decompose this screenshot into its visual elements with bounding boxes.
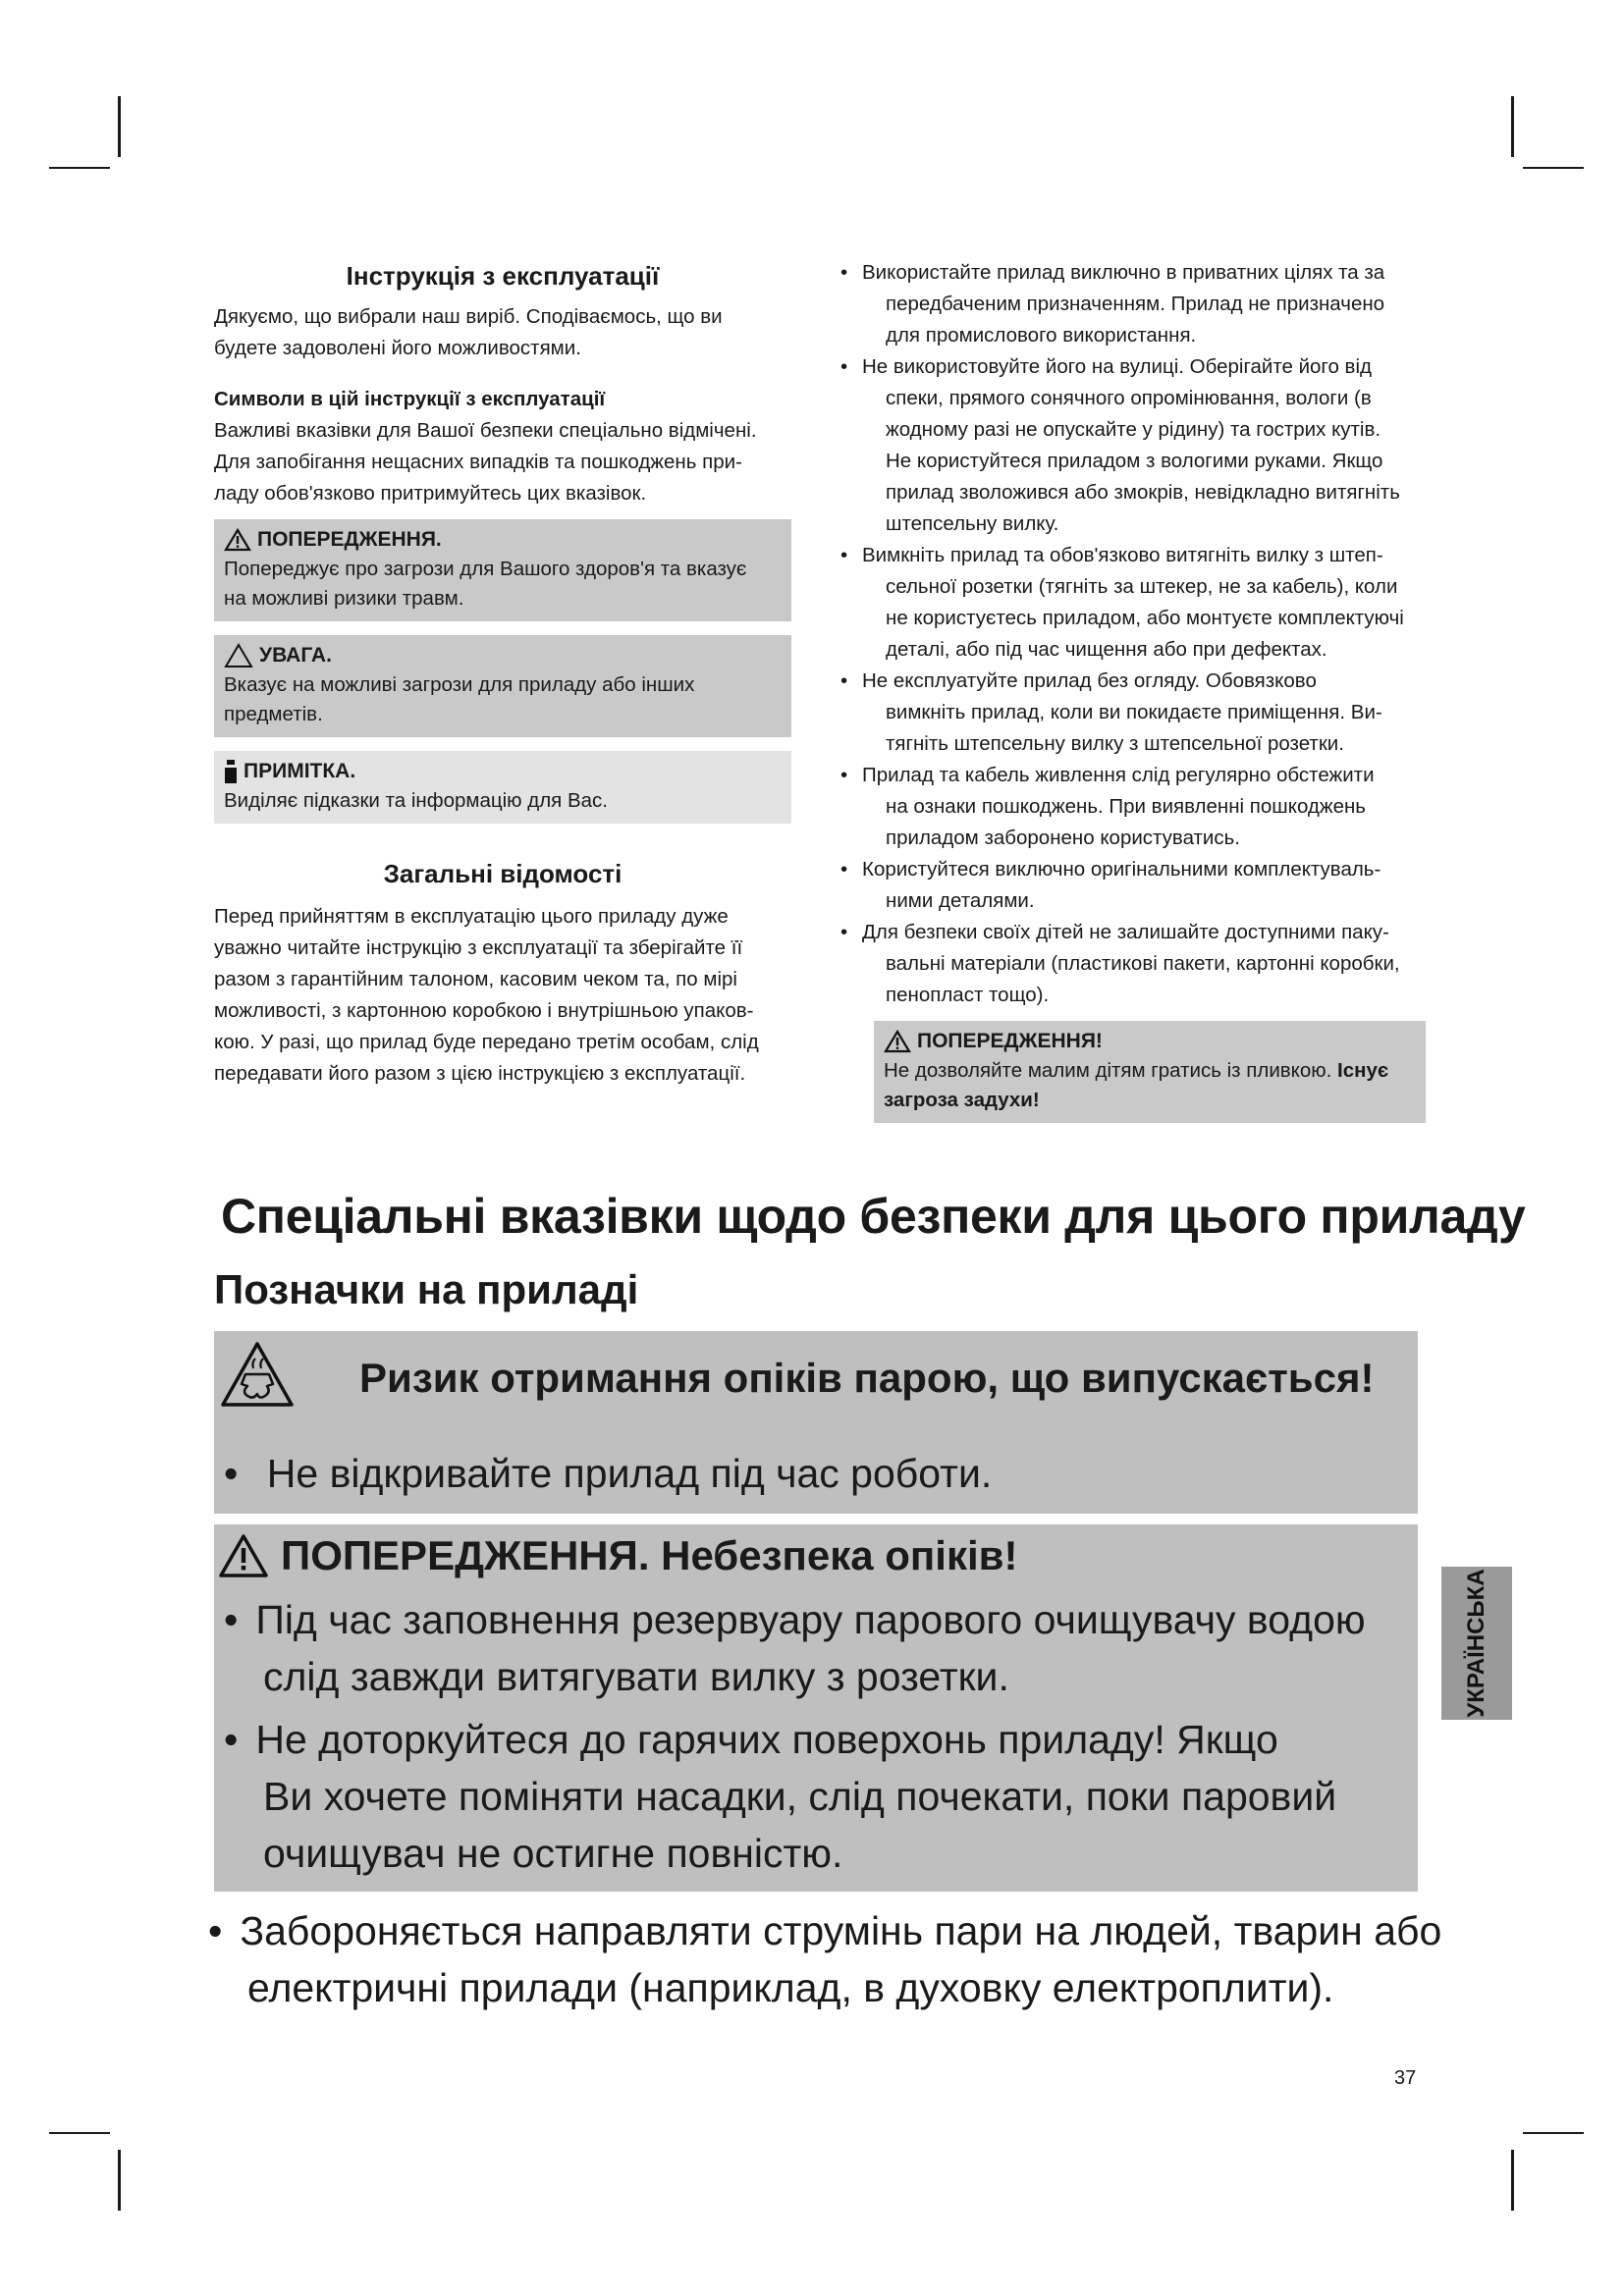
final-bullet-line: Забороняється направляти струмінь пари на людей, тварин або bbox=[240, 1908, 1442, 1953]
final-bullet-line: електричні прилади (наприклад, в духовку електроплити). bbox=[247, 1965, 1334, 2010]
bullet: • bbox=[224, 1451, 239, 1496]
general-line: Перед прийняттям в експлуатацію цього приладу дуже bbox=[214, 905, 729, 928]
child-warning-line: загроза задухи! bbox=[884, 1089, 1040, 1111]
burn-heading-row bbox=[218, 1532, 1017, 1579]
bullet: • bbox=[840, 858, 848, 881]
list-item-line: Для безпеки своїх дітей не залишайте доступними паку- bbox=[862, 921, 1389, 943]
right-column bbox=[837, 257, 1422, 1123]
steam-hazard-icon bbox=[220, 1341, 295, 1408]
caution-text: Вказує на можливі загрози для приладу або інших bbox=[224, 673, 695, 696]
list-item-line: деталі, або під час чищення або при дефектах. bbox=[886, 638, 1327, 661]
symbols-line: Важливі вказівки для Вашої безпеки спеціально відмічені. bbox=[214, 419, 757, 442]
info-note bbox=[214, 751, 791, 824]
list-item-line: не користуєтесь приладом, або монтуєте комплектуючі bbox=[886, 607, 1404, 629]
caution-title: УВАГА. bbox=[259, 644, 332, 667]
bullet: • bbox=[840, 921, 848, 943]
list-item bbox=[837, 760, 1422, 854]
warning-title: ПОПЕРЕДЖЕННЯ. bbox=[257, 528, 442, 551]
list-item bbox=[837, 257, 1422, 351]
warning-text: Попереджує про загрози для Вашого здоров'я та вказує bbox=[224, 558, 747, 580]
list-item-line: спеки, прямого сонячного опромінювання, вологи (в bbox=[886, 387, 1372, 409]
crop-mark bbox=[49, 2132, 110, 2134]
instructions-title: Інструкція з експлуатації bbox=[346, 261, 660, 291]
general-line: кою. У разі, що прилад буде передано третім особам, слід bbox=[214, 1031, 759, 1053]
list-item-line: Вимкніть прилад та обов'язково витягніть вилку з штеп- bbox=[862, 544, 1383, 566]
warning-text: на можливі ризики травм. bbox=[224, 587, 464, 610]
crop-mark bbox=[1523, 2132, 1584, 2134]
list-item-line: Прилад та кабель живлення слід регулярно обстежити bbox=[862, 764, 1375, 786]
list-item-line: ними деталями. bbox=[886, 889, 1035, 912]
symbols-line: Для запобігання нещасних випадків та пошкоджень при- bbox=[214, 451, 742, 473]
crop-mark bbox=[1511, 96, 1514, 157]
crop-mark bbox=[1511, 2150, 1514, 2211]
burn-bullet-line: Ви хочете поміняти насадки, слід почекати, поки паровий bbox=[263, 1774, 1337, 1819]
list-item bbox=[837, 666, 1422, 760]
bullet: • bbox=[224, 1597, 239, 1642]
warning-note bbox=[214, 519, 791, 621]
list-item-line: прилад зволожився або змокрів, невідкладно витягніть bbox=[886, 481, 1400, 504]
list-item-line: вимкніть прилад, коли ви покидаєте приміщення. Ви- bbox=[886, 701, 1382, 723]
language-tab-label: УКРАЇНСЬКА bbox=[1463, 1569, 1489, 1718]
general-heading: Загальні відомості bbox=[383, 859, 623, 888]
list-item-line: Не використовуйте його на вулиці. Оберігайте його від bbox=[862, 355, 1372, 378]
list-item-line: Не користуйтеся приладом з вологими руками. Якщо bbox=[886, 450, 1383, 472]
bullet: • bbox=[840, 544, 848, 566]
list-item-line: на ознаки пошкоджень. При виявленні пошкоджень bbox=[886, 795, 1366, 818]
burn-bullet-2 bbox=[224, 1711, 1336, 1882]
caution-note bbox=[214, 635, 791, 737]
list-item-line: Використайте прилад виключно в приватних цілях та за bbox=[862, 261, 1385, 284]
child-warning-line: Не дозволяйте малим дітям гратись із пливкою. bbox=[884, 1059, 1332, 1082]
bullet: • bbox=[840, 355, 848, 378]
list-item-line: передбаченим призначенням. Прилад не призначено bbox=[886, 293, 1385, 315]
list-item-line: приладом заборонено користуватись. bbox=[886, 827, 1241, 849]
burn-bullet-line: Під час заповнення резервуару парового очищувачу водою bbox=[255, 1597, 1366, 1642]
burn-bullet-line: слід завжди витягувати вилку з розетки. bbox=[263, 1654, 1009, 1699]
final-bullet bbox=[208, 1902, 1441, 2016]
intro-line: Дякуємо, що вибрали наш виріб. Сподіваємось, що ви bbox=[214, 305, 723, 328]
list-item-line: вальні матеріали (пластикові пакети, картонні коробки, bbox=[886, 952, 1400, 975]
general-line: разом з гарантійним талоном, касовим чеком та, по мірі bbox=[214, 968, 737, 990]
bullet: • bbox=[840, 764, 848, 786]
symbols-heading: Символи в цій інструкції з експлуатації bbox=[214, 388, 606, 410]
list-item bbox=[837, 540, 1422, 666]
info-text: Виділяє підказки та інформацію для Вас. bbox=[224, 789, 608, 812]
crop-mark bbox=[49, 167, 110, 169]
symbols-line: ладу обов'язково притримуйтесь цих вказівок. bbox=[214, 482, 647, 505]
child-warning-text bbox=[884, 1056, 1416, 1086]
burn-bullet-line: очищувач не остигне повністю. bbox=[263, 1831, 843, 1876]
burn-bullet-line: Не доторкуйтеся до гарячих поверхонь приладу! Якщо bbox=[255, 1717, 1278, 1762]
list-item bbox=[837, 854, 1422, 917]
steam-bullet-item bbox=[224, 1445, 992, 1502]
general-line: можливості, з картонною коробкою і внутрішньою упаков- bbox=[214, 999, 754, 1022]
special-subtitle: Позначки на приладі bbox=[214, 1266, 639, 1312]
bullet: • bbox=[208, 1908, 223, 1953]
list-item-line: жодному разі не опускайте у рідину) та гострих кутів. bbox=[886, 418, 1381, 441]
crop-mark bbox=[1523, 167, 1584, 169]
list-item-line: Користуйтеся виключно оригінальними комплектуваль- bbox=[862, 858, 1381, 881]
burn-heading: ПОПЕРЕДЖЕННЯ. Небезпека опіків! bbox=[281, 1532, 1018, 1578]
list-item-line: Не експлуатуйте прилад без огляду. Обовязково bbox=[862, 669, 1317, 692]
info-title: ПРИМІТКА. bbox=[244, 760, 356, 782]
warning-triangle-icon bbox=[218, 1533, 269, 1578]
list-item bbox=[837, 351, 1422, 540]
steam-bullet-text: Не відкривайте прилад під час роботи. bbox=[266, 1451, 993, 1496]
child-warning-bold: Існує bbox=[1337, 1059, 1389, 1082]
bullet: • bbox=[840, 669, 848, 692]
child-warning-title: ПОПЕРЕДЖЕННЯ! bbox=[917, 1030, 1103, 1052]
list-item-line: тягніть штепсельну вилку з штепсельної розетки. bbox=[886, 732, 1344, 755]
list-item bbox=[837, 917, 1422, 1011]
special-title: Спеціальні вказівки щодо безпеки для цього приладу bbox=[221, 1189, 1526, 1244]
burn-warning-box bbox=[214, 1524, 1418, 1892]
list-item-line: пенопласт тощо). bbox=[886, 984, 1050, 1006]
general-line: уважно читайте інструкцію з експлуатації та зберігайте її bbox=[214, 936, 743, 959]
list-item-line: для промислового використання. bbox=[886, 324, 1197, 347]
list-item-line: штепсельну вилку. bbox=[886, 512, 1059, 535]
warning-triangle-icon bbox=[224, 528, 251, 552]
bullet: • bbox=[840, 261, 848, 284]
page-number: 37 bbox=[1394, 2067, 1417, 2089]
burn-bullet-1 bbox=[224, 1591, 1366, 1705]
steam-heading: Ризик отримання опіків парою, що випускається! bbox=[359, 1355, 1375, 1401]
crop-mark bbox=[118, 96, 121, 157]
caution-triangle-icon bbox=[224, 643, 253, 668]
warning-triangle-icon bbox=[884, 1030, 911, 1053]
caution-text: предметів. bbox=[224, 703, 323, 725]
info-icon bbox=[224, 760, 238, 783]
intro-line: будете задоволені його можливостями. bbox=[214, 337, 581, 359]
crop-mark bbox=[118, 2150, 121, 2211]
bullet: • bbox=[224, 1717, 239, 1762]
left-column bbox=[214, 257, 791, 1090]
steam-warning-box bbox=[214, 1331, 1418, 1514]
child-warning-note bbox=[874, 1021, 1426, 1123]
general-line: передавати його разом з цією інструкцією з експлуатації. bbox=[214, 1062, 746, 1085]
list-item-line: сельної розетки (тягніть за штекер, не за кабель), коли bbox=[886, 575, 1398, 598]
